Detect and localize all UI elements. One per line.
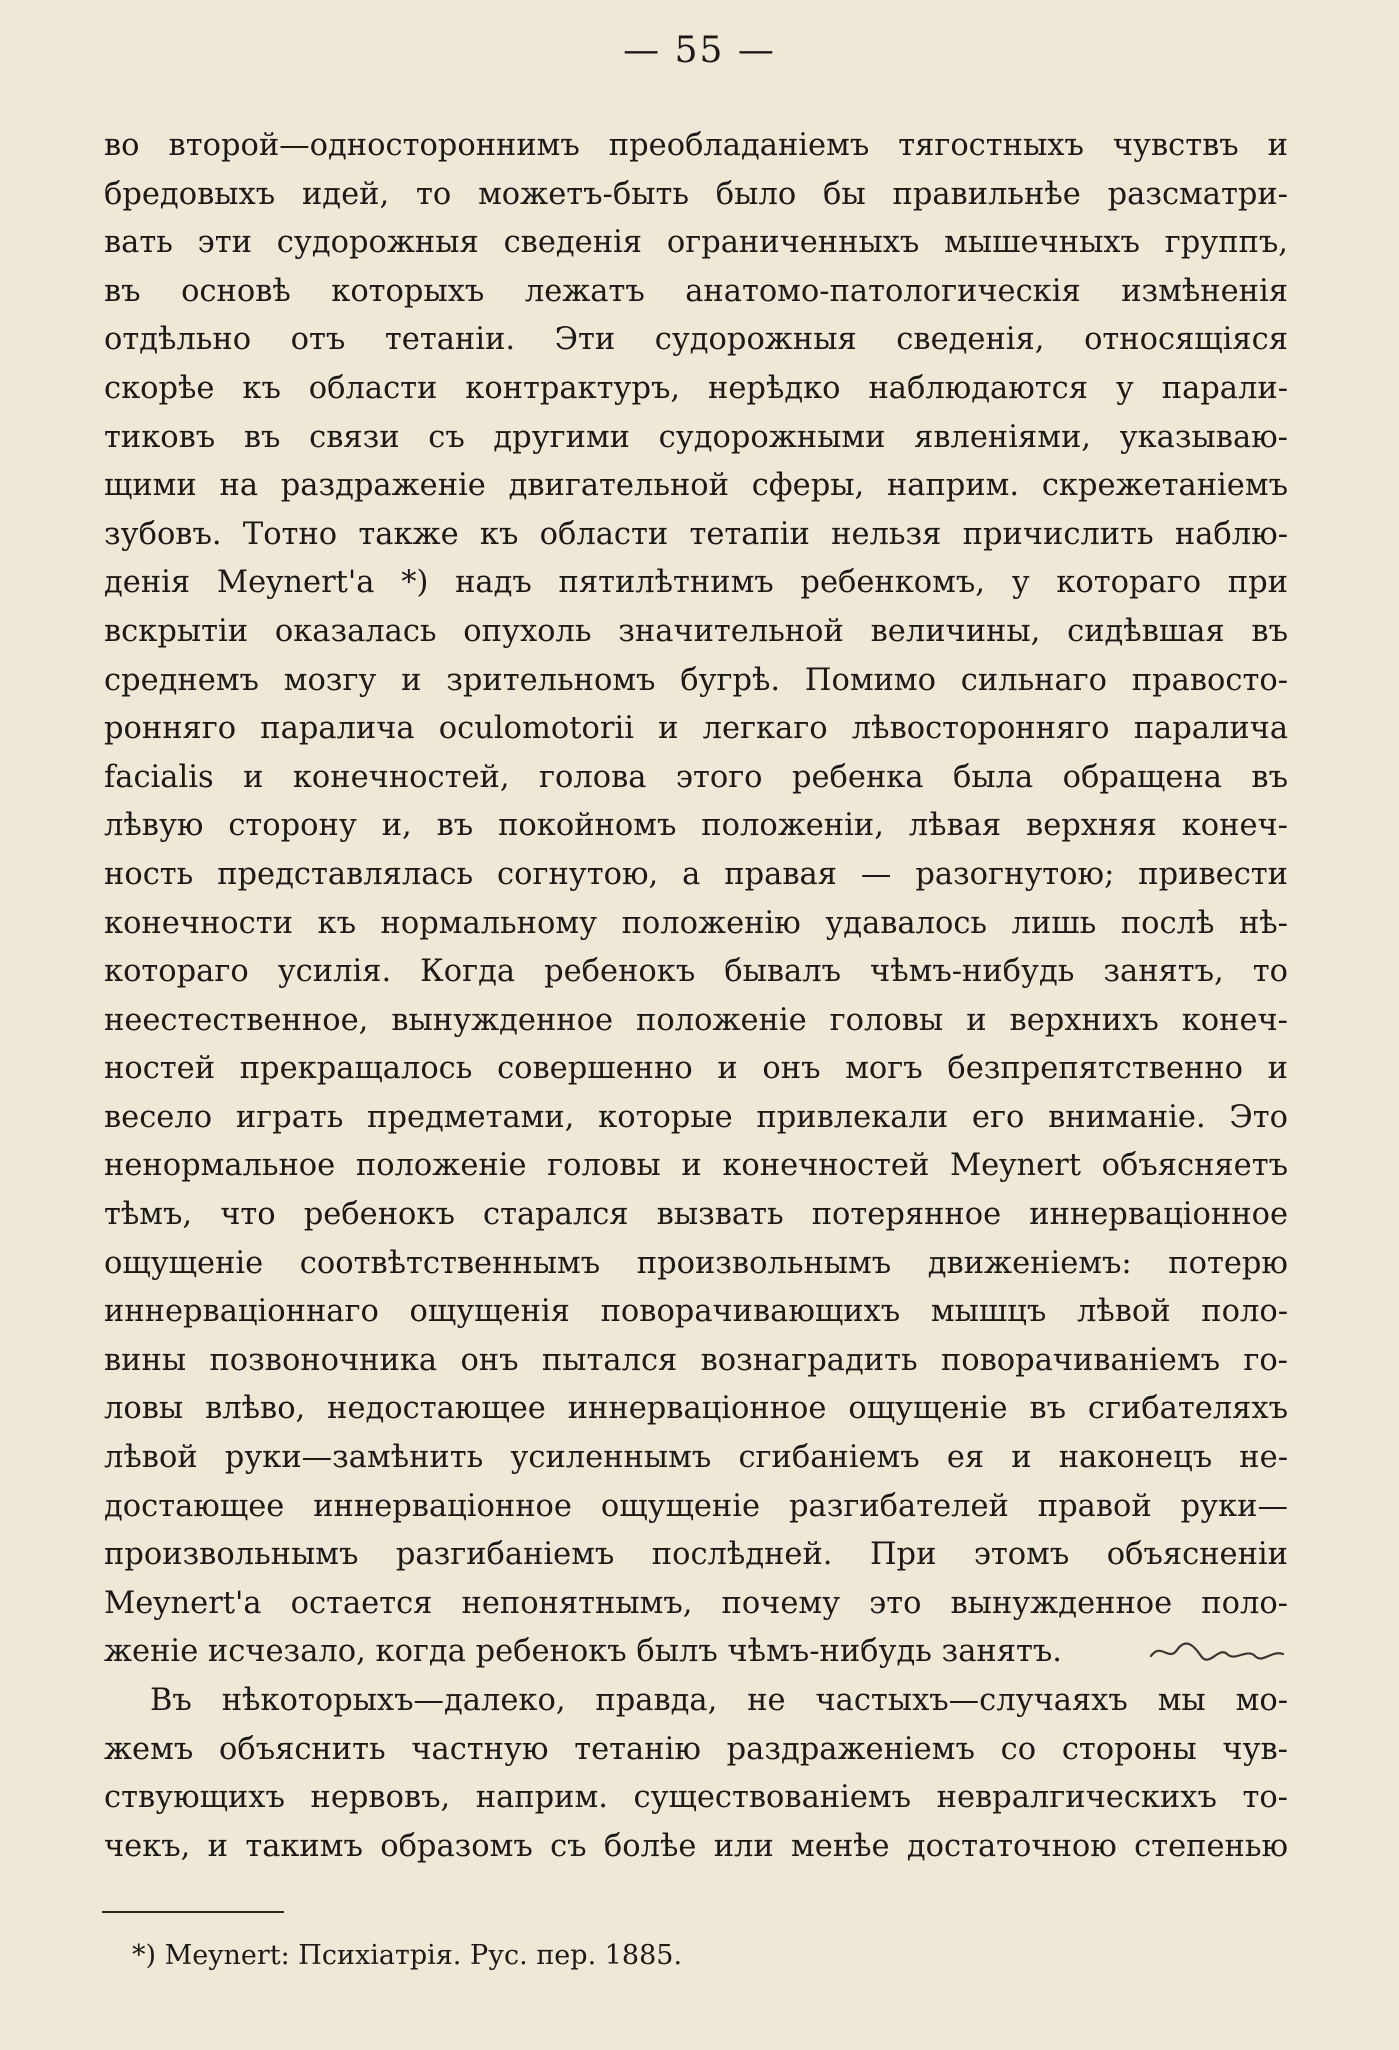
text-line: зубовъ. Тотно также къ области тетапіи нельзя причислить наблю- <box>104 516 1288 552</box>
text-line: ощущеніе соотвѣтственнымъ произвольнымъ движеніемъ: потерю <box>104 1245 1288 1281</box>
text-line: отдѣльно отъ тетаніи. Эти судорожныя сведенія, относящіяся <box>104 322 1288 358</box>
text-line: денія Meynert'а *) надъ пятилѣтнимъ ребенкомъ, у котораго при <box>104 565 1288 601</box>
text-line: ствующихъ нервовъ, наприм. существованіемъ невралгическихъ то- <box>104 1780 1288 1816</box>
text-line: жемъ объяснить частную тетанію раздраженіемъ со стороны чув- <box>104 1731 1288 1767</box>
text-line: ненормальное положеніе головы и конечностей Meynert объясняетъ <box>104 1148 1288 1184</box>
text-line: скорѣе къ области контрактуръ, нерѣдко наблюдаются у парали- <box>104 370 1288 406</box>
text-line: вскрытіи оказалась опухоль значительной величины, сидѣвшая въ <box>104 613 1288 649</box>
text-line: ностей прекращалось совершенно и онъ могъ безпрепятственно и <box>104 1051 1288 1087</box>
page-number: — 55 — <box>623 30 776 71</box>
footnote-rule <box>102 1911 284 1913</box>
text-line: среднемъ мозгу и зрительномъ бугрѣ. Помимо сильнаго правосто- <box>104 662 1288 698</box>
text-line: иннерваціоннаго ощущенія поворачивающихъ мышцъ лѣвой поло- <box>104 1294 1288 1330</box>
text-line: Въ нѣкоторыхъ—далеко, правда, не частыхъ—случаяхъ мы мо- <box>150 1683 1288 1718</box>
text-line: вины позвоночника онъ пытался вознаградить поворачиваніемъ го- <box>104 1342 1288 1378</box>
handwritten-annotation <box>1147 1632 1287 1672</box>
text-line: во второй—одностороннимъ преобладаніемъ тягостныхъ чувствъ и <box>104 128 1288 163</box>
text-line: щими на раздраженіе двигательной сферы, наприм. скрежетаніемъ <box>104 468 1288 504</box>
text-line: произвольнымъ разгибаніемъ послѣдней. При этомъ объясненіи <box>104 1537 1288 1573</box>
text-line: лѣвой руки—замѣнить усиленнымъ сгибаніемъ ея и наконецъ не- <box>104 1440 1288 1476</box>
body-text <box>104 122 1288 1871</box>
text-line: достающее иннерваціонное ощущеніе разгибателей правой руки— <box>104 1488 1288 1524</box>
text-line: вать эти судорожныя сведенія ограниченныхъ мышечныхъ группъ, <box>104 225 1288 261</box>
text-line: ронняго паралича oculomotorii и легкаго лѣвосторонняго паралича <box>104 711 1288 747</box>
text-line: въ основѣ которыхъ лежатъ анатомо-патологическія измѣненія <box>104 273 1288 309</box>
text-line: ность представлялась согнутою, а правая — разогнутою; привести <box>104 856 1288 892</box>
text-line: лѣвую сторону и, въ покойномъ положеніи, лѣвая верхняя конеч- <box>104 808 1288 844</box>
footnote: *) Meynert: Психіатрія. Рус. пер. 1885. <box>132 1940 683 1971</box>
text-line: чекъ, и такимъ образомъ съ болѣе или менѣе достаточною степенью <box>104 1828 1288 1864</box>
text-line: тѣмъ, что ребенокъ старался вызвать потерянное иннерваціонное <box>104 1197 1288 1233</box>
text-line: неестественное, вынужденное положеніе головы и верхнихъ конеч- <box>104 1002 1288 1038</box>
text-line: весело играть предметами, которые привлекали его вниманіе. Это <box>104 1099 1288 1135</box>
text-line: тиковъ въ связи съ другими судорожными явленіями, указываю- <box>104 419 1288 455</box>
text-line: бредовыхъ идей, то можетъ-быть было бы правильнѣе разсматри- <box>104 176 1288 212</box>
text-line: котораго усилія. Когда ребенокъ бывалъ чѣмъ-нибудь занятъ, то <box>104 954 1288 990</box>
text-line: ловы влѣво, недостающее иннерваціонное ощущеніе въ сгибателяхъ <box>104 1391 1288 1427</box>
text-line: конечности къ нормальному положенію удавалось лишь послѣ нѣ- <box>104 905 1288 941</box>
text-line: Meynert'а остается непонятнымъ, почему это вынужденное поло- <box>104 1585 1288 1621</box>
text-line: facialis и конечностей, голова этого ребенка была обращена въ <box>104 759 1288 795</box>
text-line: женіе исчезало, когда ребенокъ былъ чѣмъ-нибудь занятъ. <box>104 1634 1062 1670</box>
